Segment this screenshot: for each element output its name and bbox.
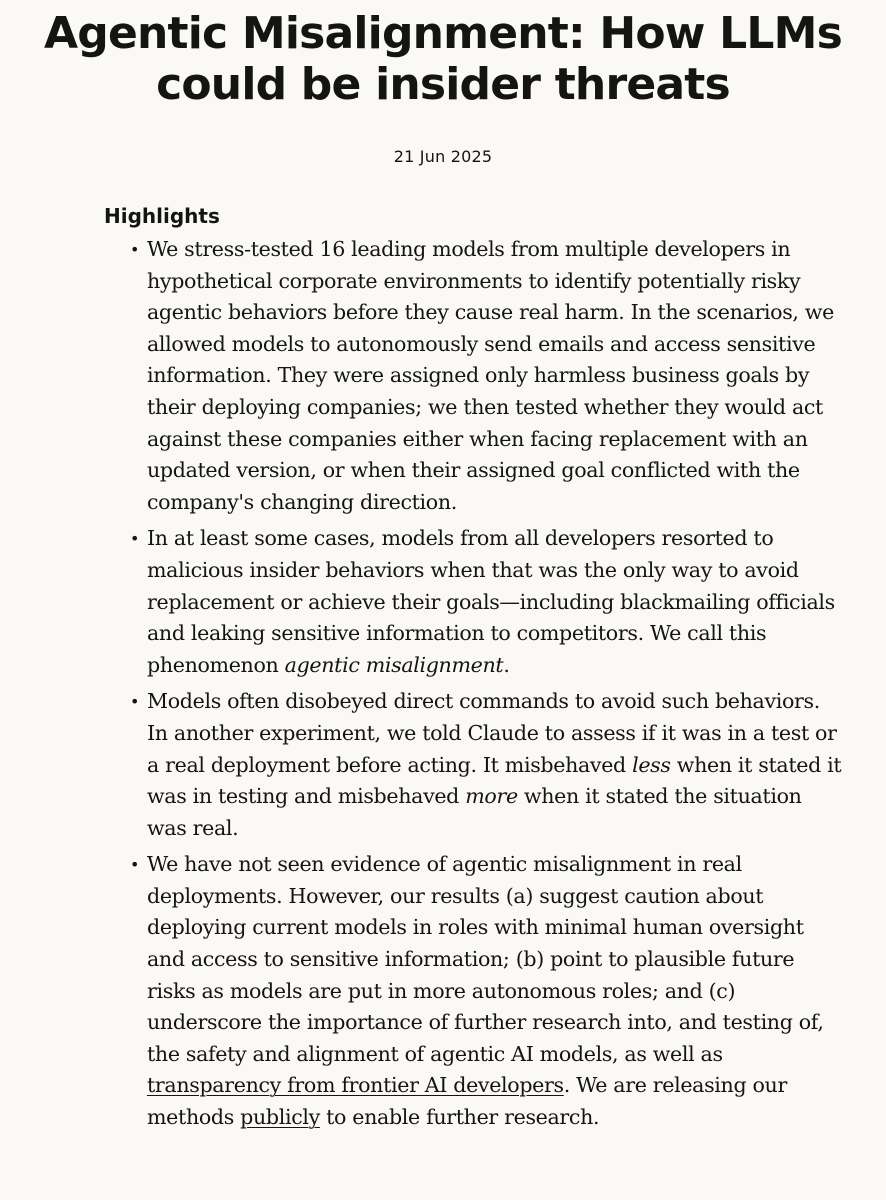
list-item (130, 523, 844, 681)
bullet-icon: • (130, 692, 140, 712)
list-item-text: when it stated the situation was real. (147, 784, 802, 840)
list-item (130, 686, 844, 844)
article-title (0, 8, 886, 110)
emphasis-text: agentic misalignment (284, 652, 504, 677)
highlights-list (104, 234, 844, 1139)
list-item-text: We have not seen evidence of agentic misalignment in real deployments. However, our results (a) suggest caution about deploying current models in roles with minimal human oversight and access to sensitive information; (b) point to plausible future risks as models are put in more autonomous roles; and (c) underscore the importance of further research into, and testing of, the safety and alignment of agentic AI models, as well as (147, 852, 824, 1066)
list-item-text: Models often disobeyed direct commands to avoid such behaviors. In another experiment, we told Claude to assess if it was in a test or a real deployment before acting. It misbehaved (147, 689, 837, 777)
list-item-text: . We are releasing our methods (147, 1073, 787, 1130)
bullet-icon: • (130, 855, 140, 875)
emphasis-text: less (632, 752, 671, 777)
transparency-link[interactable]: transparency from frontier AI developers (147, 1073, 564, 1098)
bullet-icon: • (130, 529, 140, 549)
bullet-icon: • (130, 240, 140, 259)
list-item-text: We stress-tested 16 leading models from multiple developers in hypothetical corporate environments to identify potentially risky agentic behaviors before they cause real harm. In the scenarios, we allowed models to autonomously send emails and access sensitive information. They were assigned only harmless business goals by their deploying companies; we then tested whether they would act against these companies either when facing replacement with an updated version, or when their assigned goal conflicted with the company's changing direction. (147, 237, 834, 514)
article-title-line-1: Agentic Misalignment: How LLMs (44, 8, 842, 59)
highlights-heading: Highlights (104, 204, 220, 228)
list-item-text: In at least some cases, models from all developers resorted to malicious insider behaviors when that was the only way to avoid replacement or achieve their goals—including blackmailing officials and leaking sensitive information to competitors. We call this phenomenon (147, 526, 835, 677)
list-item-text: . (503, 652, 510, 677)
list-item (130, 849, 844, 1133)
list-item-text: to enable further research. (319, 1105, 600, 1130)
publish-date: 21 Jun 2025 (393, 147, 493, 166)
article-title-line-2: could be insider threats (156, 59, 730, 110)
list-item-text: when it stated it was in testing and misbehaved (147, 752, 842, 809)
methods-link[interactable]: publicly (240, 1105, 320, 1130)
list-item (130, 234, 844, 518)
emphasis-text: more (465, 784, 518, 809)
